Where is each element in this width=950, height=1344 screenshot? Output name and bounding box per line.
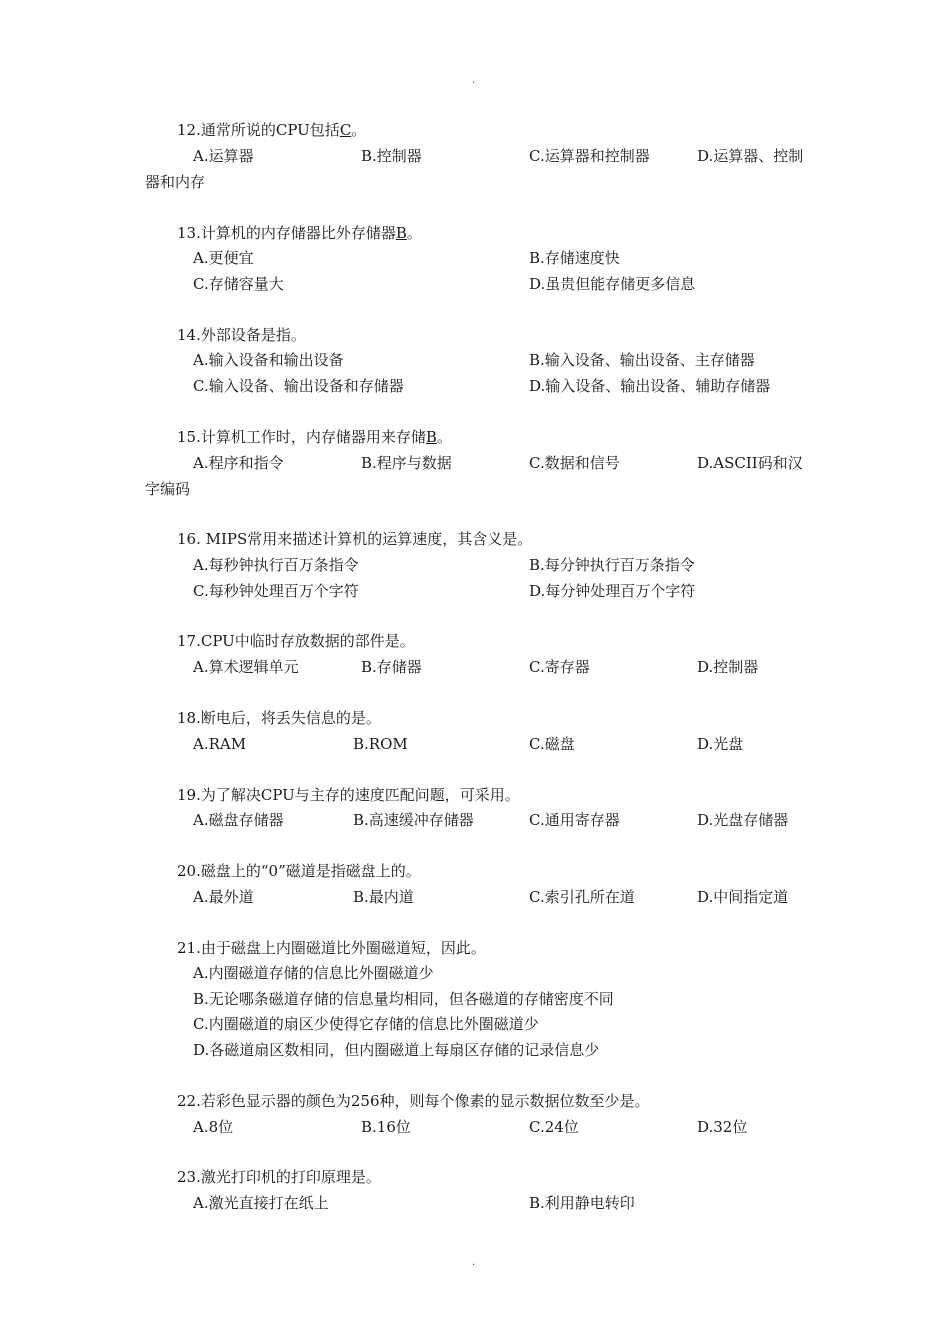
option-b: B.存储器 bbox=[361, 658, 422, 676]
option-c: C.通用寄存器 bbox=[529, 811, 620, 829]
option-c: C.运算器和控制器 bbox=[529, 147, 650, 165]
question-18-stem: 18.断电后，将丢失信息的是。 bbox=[177, 709, 381, 727]
stem-end: 。 bbox=[351, 121, 367, 139]
answer-mark: C bbox=[339, 121, 352, 139]
question-13-stem bbox=[177, 223, 422, 243]
question-stem-text: 12.通常所说的CPU包括 bbox=[177, 121, 340, 139]
option-c: C.24位 bbox=[529, 1118, 579, 1136]
option-c: C.存储容量大 bbox=[193, 275, 284, 293]
option-c: C.寄存器 bbox=[529, 658, 590, 676]
option-b: B.程序与数据 bbox=[361, 454, 452, 472]
option-d: D.中间指定道 bbox=[697, 888, 789, 906]
option-d-continuation: 器和内存 bbox=[145, 173, 206, 191]
option-a: A.最外道 bbox=[193, 888, 254, 906]
question-19-stem: 19.为了解决CPU与主存的速度匹配问题，可采用。 bbox=[177, 786, 520, 804]
option-b: B.输入设备、输出设备、主存储器 bbox=[529, 351, 755, 369]
option-a: A.输入设备和输出设备 bbox=[193, 351, 344, 369]
question-15-stem bbox=[177, 427, 452, 447]
option-c: C.输入设备、输出设备和存储器 bbox=[193, 377, 404, 395]
option-c: C.内圈磁道的扇区少使得它存储的信息比外圈磁道少 bbox=[193, 1015, 539, 1033]
question-14-stem: 14.外部设备是指。 bbox=[177, 326, 306, 344]
option-b: B.存储速度快 bbox=[529, 249, 620, 267]
option-c: C.每秒钟处理百万个字符 bbox=[193, 582, 359, 600]
question-22-stem: 22.若彩色显示器的颜色为256种，则每个像素的显示数据位数至少是。 bbox=[177, 1092, 650, 1110]
option-a: A.程序和指令 bbox=[193, 454, 284, 472]
option-d: D.光盘存储器 bbox=[697, 811, 789, 829]
option-c: C.数据和信号 bbox=[529, 454, 620, 472]
question-20-stem: 20.磁盘上的“0”磁道是指磁盘上的。 bbox=[177, 862, 421, 880]
stem-end: 。 bbox=[436, 428, 452, 446]
option-d: D.控制器 bbox=[697, 658, 759, 676]
option-d: D.光盘 bbox=[697, 735, 744, 753]
option-b: B.ROM bbox=[353, 735, 408, 753]
option-d: D.各磁道扇区数相同，但内圈磁道上每扇区存储的记录信息少 bbox=[193, 1041, 600, 1059]
option-b: B.每分钟执行百万条指令 bbox=[529, 556, 695, 574]
answer-mark: B bbox=[425, 428, 437, 446]
option-d: D.输入设备、输出设备、辅助存储器 bbox=[529, 377, 771, 395]
option-a: A.运算器 bbox=[193, 147, 254, 165]
question-23-stem: 23.激光打印机的打印原理是。 bbox=[177, 1168, 381, 1186]
option-a: A.8位 bbox=[193, 1118, 234, 1136]
option-a: A.更便宜 bbox=[193, 249, 254, 267]
option-d: D.ASCII码和汉 bbox=[697, 454, 803, 472]
option-a: A.RAM bbox=[193, 735, 247, 753]
option-b: B.无论哪条磁道存储的信息量均相同，但各磁道的存储密度不同 bbox=[193, 990, 614, 1008]
option-b: B.高速缓冲存储器 bbox=[353, 811, 474, 829]
option-a: A.算术逻辑单元 bbox=[193, 658, 299, 676]
option-d: D.虽贵但能存储更多信息 bbox=[529, 275, 696, 293]
option-b: B.16位 bbox=[361, 1118, 411, 1136]
option-d: D.运算器、控制 bbox=[697, 147, 804, 165]
question-16-stem: 16. MIPS常用来描述计算机的运算速度，其含义是。 bbox=[177, 530, 533, 548]
option-b: B.控制器 bbox=[361, 147, 422, 165]
option-a: A.磁盘存储器 bbox=[193, 811, 284, 829]
question-12-stem bbox=[177, 120, 366, 140]
stem-end: 。 bbox=[406, 224, 422, 242]
question-stem-text: 13.计算机的内存储器比外存储器 bbox=[177, 224, 396, 242]
option-b: B.最内道 bbox=[353, 888, 414, 906]
question-17-stem: 17.CPU中临时存放数据的部件是。 bbox=[177, 632, 415, 650]
option-d: D.每分钟处理百万个字符 bbox=[529, 582, 696, 600]
option-b: B.利用静电转印 bbox=[529, 1194, 635, 1212]
option-a: A.激光直接打在纸上 bbox=[193, 1194, 329, 1212]
footer-dot: . bbox=[472, 1257, 476, 1268]
question-21-stem: 21.由于磁盘上内圈磁道比外圈磁道短，因此。 bbox=[177, 939, 486, 957]
option-d: D.32位 bbox=[697, 1118, 748, 1136]
option-a: A.每秒钟执行百万条指令 bbox=[193, 556, 359, 574]
option-c: C.磁盘 bbox=[529, 735, 575, 753]
answer-mark: B bbox=[395, 224, 407, 242]
header-dot: . bbox=[472, 75, 476, 86]
option-c: C.索引孔所在道 bbox=[529, 888, 635, 906]
option-d-continuation: 字编码 bbox=[145, 480, 191, 498]
option-a: A.内圈磁道存储的信息比外圈磁道少 bbox=[193, 964, 434, 982]
question-stem-text: 15.计算机工作时，内存储器用来存储 bbox=[177, 428, 426, 446]
